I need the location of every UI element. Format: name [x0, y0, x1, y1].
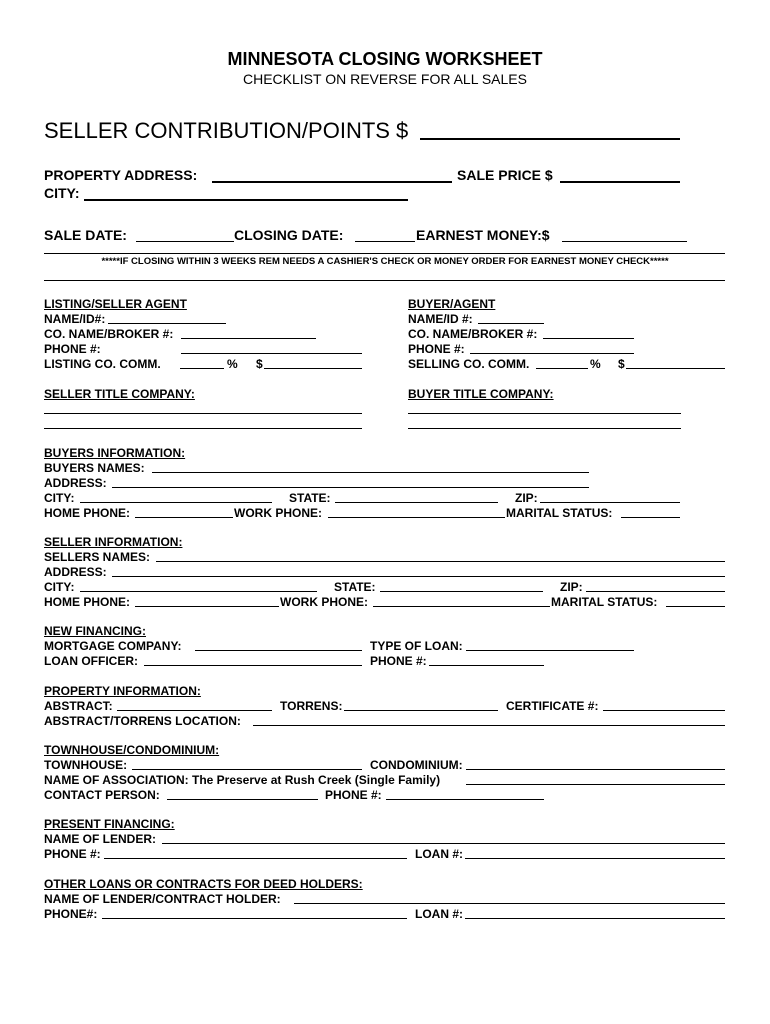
condominium-field[interactable]	[466, 769, 725, 770]
seller-title-company-field-2[interactable]	[44, 428, 362, 429]
cashiers-check-notice: *****IF CLOSING WITHIN 3 WEEKS REM NEEDS A CASHIER'S CHECK OR MONEY ORDER FOR EARNEST MONEY CHECK*****	[101, 256, 669, 267]
buyers-marital-field[interactable]	[621, 517, 680, 518]
sellers-home-phone-field[interactable]	[135, 606, 279, 607]
torrens-label: TORRENS:	[280, 699, 343, 713]
listing-comm-pct-field[interactable]	[180, 368, 224, 369]
seller-info-heading: SELLER INFORMATION:	[44, 535, 183, 549]
association-name-label: NAME OF ASSOCIATION: The Preserve at Rush Creek (Single Family)	[44, 773, 441, 787]
loan-type-label: TYPE OF LOAN:	[370, 639, 463, 653]
lender-phone-field[interactable]	[104, 858, 407, 859]
other-loans-heading: OTHER LOANS OR CONTRACTS FOR DEED HOLDERS:	[44, 877, 363, 891]
buyer-agent-heading: BUYER/AGENT	[408, 297, 496, 311]
buyer-title-company-field-2[interactable]	[408, 428, 681, 429]
seller-title-company-field-1[interactable]	[44, 413, 362, 414]
lender-name-field[interactable]	[162, 843, 725, 844]
property-address-field[interactable]	[212, 181, 452, 183]
sellers-marital-label: MARITAL STATUS:	[551, 595, 658, 609]
listing-comm-label: LISTING CO. COMM.	[44, 357, 161, 371]
sellers-marital-field[interactable]	[666, 606, 725, 607]
mortgage-company-label: MORTGAGE COMPANY:	[44, 639, 182, 653]
sellers-address-field[interactable]	[112, 576, 725, 577]
buyers-city-label: CITY:	[44, 491, 75, 505]
buyers-state-field[interactable]	[335, 502, 498, 503]
sellers-zip-field[interactable]	[586, 591, 725, 592]
sellers-state-label: STATE:	[334, 580, 376, 594]
property-address-label: PROPERTY ADDRESS:	[44, 167, 198, 183]
city-label: CITY:	[44, 185, 80, 201]
buyers-work-phone-field[interactable]	[328, 517, 505, 518]
listing-name-id-field[interactable]	[108, 323, 226, 324]
selling-comm-dollar-sign: $	[618, 357, 625, 371]
townhouse-label: TOWNHOUSE:	[44, 758, 128, 772]
certificate-field[interactable]	[603, 710, 725, 711]
association-phone-label: PHONE #:	[325, 788, 382, 802]
selling-comm-label: SELLING CO. COMM.	[408, 357, 530, 371]
abstract-torrens-location-field[interactable]	[253, 725, 725, 726]
contract-phone-label: PHONE#:	[44, 907, 98, 921]
sellers-names-label: SELLERS NAMES:	[44, 550, 151, 564]
financing-phone-label: PHONE #:	[370, 654, 427, 668]
sellers-state-field[interactable]	[380, 591, 543, 592]
abstract-field[interactable]	[117, 710, 272, 711]
listing-phone-field[interactable]	[181, 353, 362, 354]
buyers-zip-field[interactable]	[540, 502, 680, 503]
listing-comm-amount-field[interactable]	[264, 368, 362, 369]
buyer-co-name-field[interactable]	[543, 338, 634, 339]
closing-date-label: CLOSING DATE:	[234, 227, 344, 243]
buyers-home-phone-label: HOME PHONE:	[44, 506, 131, 520]
contact-person-field[interactable]	[167, 799, 318, 800]
buyer-title-company-label: BUYER TITLE COMPANY:	[408, 387, 554, 401]
listing-comm-dollar-sign: $	[256, 357, 263, 371]
buyer-phone-field[interactable]	[470, 353, 634, 354]
contract-loan-field[interactable]	[465, 918, 725, 919]
listing-agent-heading: LISTING/SELLER AGENT	[44, 297, 187, 311]
listing-name-id-label: NAME/ID#:	[44, 312, 106, 326]
buyers-zip-label: ZIP:	[515, 491, 538, 505]
buyer-title-company-field-1[interactable]	[408, 413, 681, 414]
lender-phone-label: PHONE #:	[44, 847, 101, 861]
buyers-info-heading: BUYERS INFORMATION:	[44, 446, 186, 460]
page-subtitle: CHECKLIST ON REVERSE FOR ALL SALES	[243, 71, 527, 87]
mortgage-company-field[interactable]	[195, 650, 362, 651]
buyer-phone-label: PHONE #:	[408, 342, 465, 356]
buyer-name-id-field[interactable]	[478, 323, 544, 324]
sale-date-field[interactable]	[136, 241, 234, 242]
sellers-home-phone-label: HOME PHONE:	[44, 595, 131, 609]
sellers-zip-label: ZIP:	[560, 580, 583, 594]
buyers-names-label: BUYERS NAMES:	[44, 461, 145, 475]
buyer-name-id-label: NAME/ID #:	[408, 312, 473, 326]
lender-loan-field[interactable]	[465, 858, 725, 859]
sale-price-field[interactable]	[560, 181, 680, 183]
loan-type-field[interactable]	[466, 650, 634, 651]
sellers-names-field[interactable]	[156, 561, 725, 562]
lender-loan-label: LOAN #:	[415, 847, 463, 861]
sellers-city-label: CITY:	[44, 580, 75, 594]
contract-holder-label: NAME OF LENDER/CONTRACT HOLDER:	[44, 892, 281, 906]
buyers-address-label: ADDRESS:	[44, 476, 107, 490]
buyer-co-name-label: CO. NAME/BROKER #:	[408, 327, 538, 341]
new-financing-heading: NEW FINANCING:	[44, 624, 146, 638]
abstract-label: ABSTRACT:	[44, 699, 113, 713]
earnest-money-label: EARNEST MONEY:$	[416, 227, 550, 243]
selling-comm-pct-sign: %	[590, 357, 601, 371]
townhouse-field[interactable]	[132, 769, 362, 770]
selling-comm-pct-field[interactable]	[536, 368, 588, 369]
sellers-address-label: ADDRESS:	[44, 565, 107, 579]
sellers-work-phone-label: WORK PHONE:	[280, 595, 368, 609]
condominium-label: CONDOMINIUM:	[370, 758, 463, 772]
sale-price-label: SALE PRICE $	[457, 167, 553, 183]
selling-comm-amount-field[interactable]	[626, 368, 725, 369]
listing-comm-pct-sign: %	[227, 357, 238, 371]
contract-holder-field[interactable]	[294, 903, 725, 904]
contact-person-label: CONTACT PERSON:	[44, 788, 160, 802]
buyers-names-field[interactable]	[152, 472, 589, 473]
association-phone-field[interactable]	[386, 799, 544, 800]
sellers-work-phone-field[interactable]	[373, 606, 550, 607]
city-field[interactable]	[84, 199, 408, 201]
seller-contribution-label: SELLER CONTRIBUTION/POINTS $	[44, 118, 409, 143]
contract-loan-label: LOAN #:	[415, 907, 463, 921]
loan-officer-field[interactable]	[144, 665, 362, 666]
listing-co-name-label: CO. NAME/BROKER #:	[44, 327, 174, 341]
buyers-state-label: STATE:	[289, 491, 331, 505]
listing-co-name-field[interactable]	[181, 338, 316, 339]
buyers-marital-label: MARITAL STATUS:	[506, 506, 613, 520]
notice-top-rule	[44, 253, 725, 254]
notice-bottom-rule	[44, 280, 725, 281]
seller-title-company-label: SELLER TITLE COMPANY:	[44, 387, 195, 401]
association-name-field[interactable]	[466, 784, 725, 785]
certificate-label: CERTIFICATE #:	[506, 699, 599, 713]
property-info-heading: PROPERTY INFORMATION:	[44, 684, 201, 698]
contract-phone-field[interactable]	[102, 918, 407, 919]
abstract-torrens-location-label: ABSTRACT/TORRENS LOCATION:	[44, 714, 241, 728]
buyers-address-field[interactable]	[112, 487, 589, 488]
loan-officer-label: LOAN OFFICER:	[44, 654, 138, 668]
townhouse-heading: TOWNHOUSE/CONDOMINIUM:	[44, 743, 220, 757]
page-title: MINNESOTA CLOSING WORKSHEET	[227, 49, 543, 69]
seller-contribution-field[interactable]	[420, 138, 680, 140]
listing-phone-label: PHONE #:	[44, 342, 101, 356]
buyers-work-phone-label: WORK PHONE:	[234, 506, 322, 520]
sale-date-label: SALE DATE:	[44, 227, 127, 243]
buyers-city-field[interactable]	[80, 502, 272, 503]
present-financing-heading: PRESENT FINANCING:	[44, 817, 175, 831]
torrens-field[interactable]	[344, 710, 498, 711]
financing-phone-field[interactable]	[429, 665, 544, 666]
lender-name-label: NAME OF LENDER:	[44, 832, 156, 846]
earnest-money-field[interactable]	[562, 241, 687, 242]
sellers-city-field[interactable]	[80, 591, 317, 592]
closing-date-field[interactable]	[355, 241, 415, 242]
buyers-home-phone-field[interactable]	[135, 517, 233, 518]
